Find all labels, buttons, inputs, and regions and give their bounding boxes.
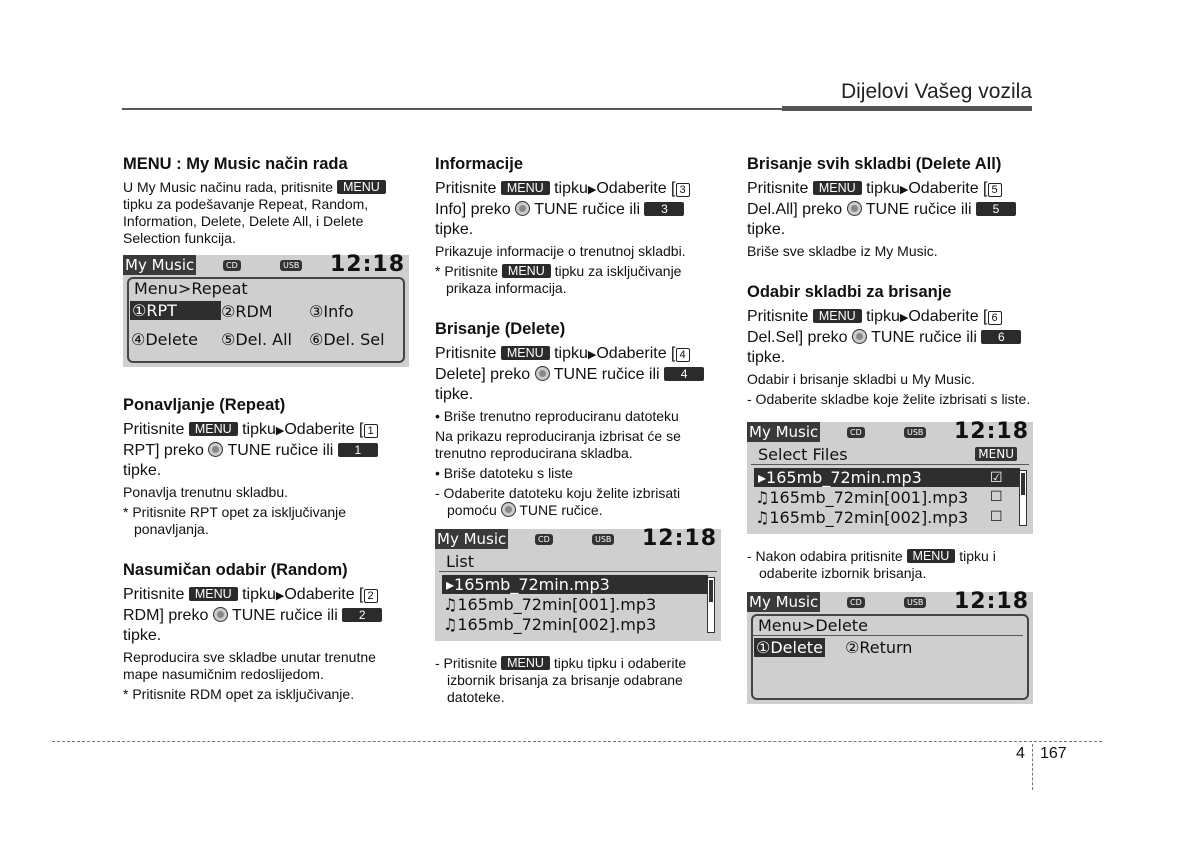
usb-icon: USB	[904, 427, 926, 438]
repeat-desc: Ponavlja trenutnu skladbu.	[123, 484, 288, 500]
screen-menu-delete: My Music CD USB 12:18 Menu>Delete ①Delete ②Return	[747, 592, 1033, 704]
menu-button-icon: MENU	[502, 264, 551, 278]
heading-menu-mode: MENU : My Music način rada	[123, 155, 348, 173]
delete-select-desc: Odabir i brisanje skladbi u My Music.	[747, 371, 975, 387]
footer-rule	[52, 741, 1102, 742]
page-header-title: Dijelovi Vašeg vozila	[840, 80, 1032, 103]
arrow-right-icon: ▶	[899, 184, 909, 196]
column-left	[123, 154, 411, 706]
scrollbar	[1019, 470, 1027, 526]
cd-icon: CD	[223, 260, 241, 271]
page-number: 167	[1040, 745, 1067, 762]
arrow-right-icon: ▶	[275, 425, 285, 437]
preset-button-5-icon: 5	[976, 202, 1016, 216]
preset-button-2-icon: 2	[342, 608, 382, 622]
tune-knob-icon	[852, 329, 867, 344]
delete-note: - Pritisnite MENU tipku tipku i odaberite izbornik brisanja za brisanje odabrane datoteke.	[435, 655, 687, 705]
random-note: * Pritisnite RDM opet za isključivanje.	[123, 686, 355, 702]
tune-knob-icon	[208, 442, 223, 457]
repeat-note: * Pritisnite RPT opet za isključivanje ponavljanja.	[123, 504, 347, 537]
heading-repeat: Ponavljanje (Repeat)	[123, 396, 286, 414]
screen-menu-repeat: My Music CD USB 12:18 Menu>Repeat ①RPT ②RDM ③Info ④Delete ⑤Del. All ⑥Del. Sel	[123, 255, 409, 367]
usb-icon: USB	[592, 534, 614, 545]
tune-knob-icon	[515, 201, 530, 216]
cd-icon: CD	[847, 597, 865, 608]
menu-button-icon: MENU	[337, 180, 386, 194]
lcd-menu-tag: MENU	[975, 447, 1017, 461]
heading-delete-select: Odabir skladbi za brisanje	[747, 283, 952, 301]
random-desc: Reproducira sve skladbe unutar trenutne mape nasumičnim redoslijedom.	[123, 649, 376, 682]
preset-button-6-icon: 6	[981, 330, 1021, 344]
tune-knob-icon	[213, 607, 228, 622]
screen-list: My Music CD USB 12:18 List ▸165mb_72min.mp3 ♫165mb_72min[001].mp3 ♫165mb_72min[002].mp3	[435, 529, 721, 641]
cd-icon: CD	[847, 427, 865, 438]
menu-paragraph: U My Music načinu rada, pritisnite MENU tipku za podešavanje Repeat, Random, Information, Delete, Delete All, i Delete Selection funkcija.	[123, 179, 411, 247]
delete-paragraph: Pritisnite MENU tipku▶Odaberite [ 4 Delete] preko TUNE ručice ili 4 tipke.	[435, 344, 723, 405]
arrow-right-icon: ▶	[899, 312, 909, 324]
heading-info: Informacije	[435, 155, 524, 173]
info-desc: Prikazuje informacije o trenutnoj skladbi.	[435, 243, 686, 259]
menu-button-icon: MENU	[501, 656, 550, 670]
checkbox-empty-icon: ☐	[990, 509, 1003, 525]
menu-button-icon: MENU	[189, 422, 238, 436]
after-select-note: - Nakon odabira pritisnite MENU tipku i odaberite izbornik brisanja.	[747, 548, 996, 581]
checkbox-checked-icon: ☑	[990, 470, 1003, 486]
heading-delete: Brisanje (Delete)	[435, 320, 566, 338]
delete-bullet-2: • Briše datoteku s liste	[435, 465, 573, 481]
delete-all-paragraph: Pritisnite MENU tipku▶Odaberite [ 5 Del.All] preko TUNE ručice ili 5 tipke.	[747, 179, 1035, 240]
menu-button-icon: MENU	[501, 346, 550, 360]
preset-button-3-icon: 3	[644, 202, 684, 216]
repeat-paragraph: Pritisnite MENU tipku▶Odaberite [ 1 RPT] preko TUNE ručice ili 1 tipke.	[123, 420, 411, 481]
delete-all-desc: Briše sve skladbe iz My Music.	[747, 243, 938, 259]
menu-button-icon: MENU	[189, 587, 238, 601]
random-paragraph: Pritisnite MENU tipku▶Odaberite [ 2 RDM] preko TUNE ručice ili 2 tipke.	[123, 585, 411, 646]
menu-button-icon: MENU	[501, 181, 550, 195]
checkbox-empty-icon: ☐	[990, 489, 1003, 505]
header-rule-accent	[782, 106, 1032, 111]
arrow-right-icon: ▶	[275, 590, 285, 602]
usb-icon: USB	[280, 260, 302, 271]
heading-delete-all: Brisanje svih skladbi (Delete All)	[747, 155, 1002, 173]
chapter-number: 4	[1016, 745, 1025, 762]
scrollbar	[707, 577, 715, 633]
cd-icon: CD	[535, 534, 553, 545]
column-middle	[435, 154, 723, 709]
arrow-right-icon: ▶	[587, 184, 597, 196]
delete-bullet-3: - Odaberite datoteku koju želite izbrisati pomoću TUNE ručice.	[435, 485, 681, 518]
menu-button-icon: MENU	[813, 181, 862, 195]
menu-button-icon: MENU	[907, 549, 956, 563]
menu-button-icon: MENU	[813, 309, 862, 323]
delete-bullet-1: • Briše trenutno reproduciranu datoteku	[435, 408, 679, 424]
info-paragraph: Pritisnite MENU tipku▶Odaberite [ 3 Info] preko TUNE ručice ili 3 tipke.	[435, 179, 723, 240]
heading-random: Nasumičan odabir (Random)	[123, 561, 348, 579]
tune-knob-icon	[847, 201, 862, 216]
tune-knob-icon	[501, 502, 516, 517]
screen-select-files: My Music CD USB 12:18 Select Files MENU ▸165mb_72min.mp3 ♫165mb_72min[001].mp3 ♫165mb_72min[002].mp3 ☑ ☐ ☐	[747, 422, 1033, 534]
delete-select-paragraph: Pritisnite MENU tipku▶Odaberite [ 6 Del.Sel] preko TUNE ručice ili 6 tipke.	[747, 307, 1035, 368]
arrow-right-icon: ▶	[587, 349, 597, 361]
preset-button-1-icon: 1	[338, 443, 378, 457]
usb-icon: USB	[904, 597, 926, 608]
info-note: * Pritisnite MENU tipku za isključivanje prikaza informacija.	[435, 263, 682, 296]
tune-knob-icon	[535, 366, 550, 381]
delete-select-note: - Odaberite skladbe koje želite izbrisati s liste.	[747, 391, 1031, 407]
column-right	[747, 154, 1035, 710]
preset-button-4-icon: 4	[664, 367, 704, 381]
delete-desc: Na prikazu reproduciranja izbrisat će se trenutno reproducirana skladba.	[435, 428, 681, 461]
footer-divider	[1032, 744, 1033, 790]
